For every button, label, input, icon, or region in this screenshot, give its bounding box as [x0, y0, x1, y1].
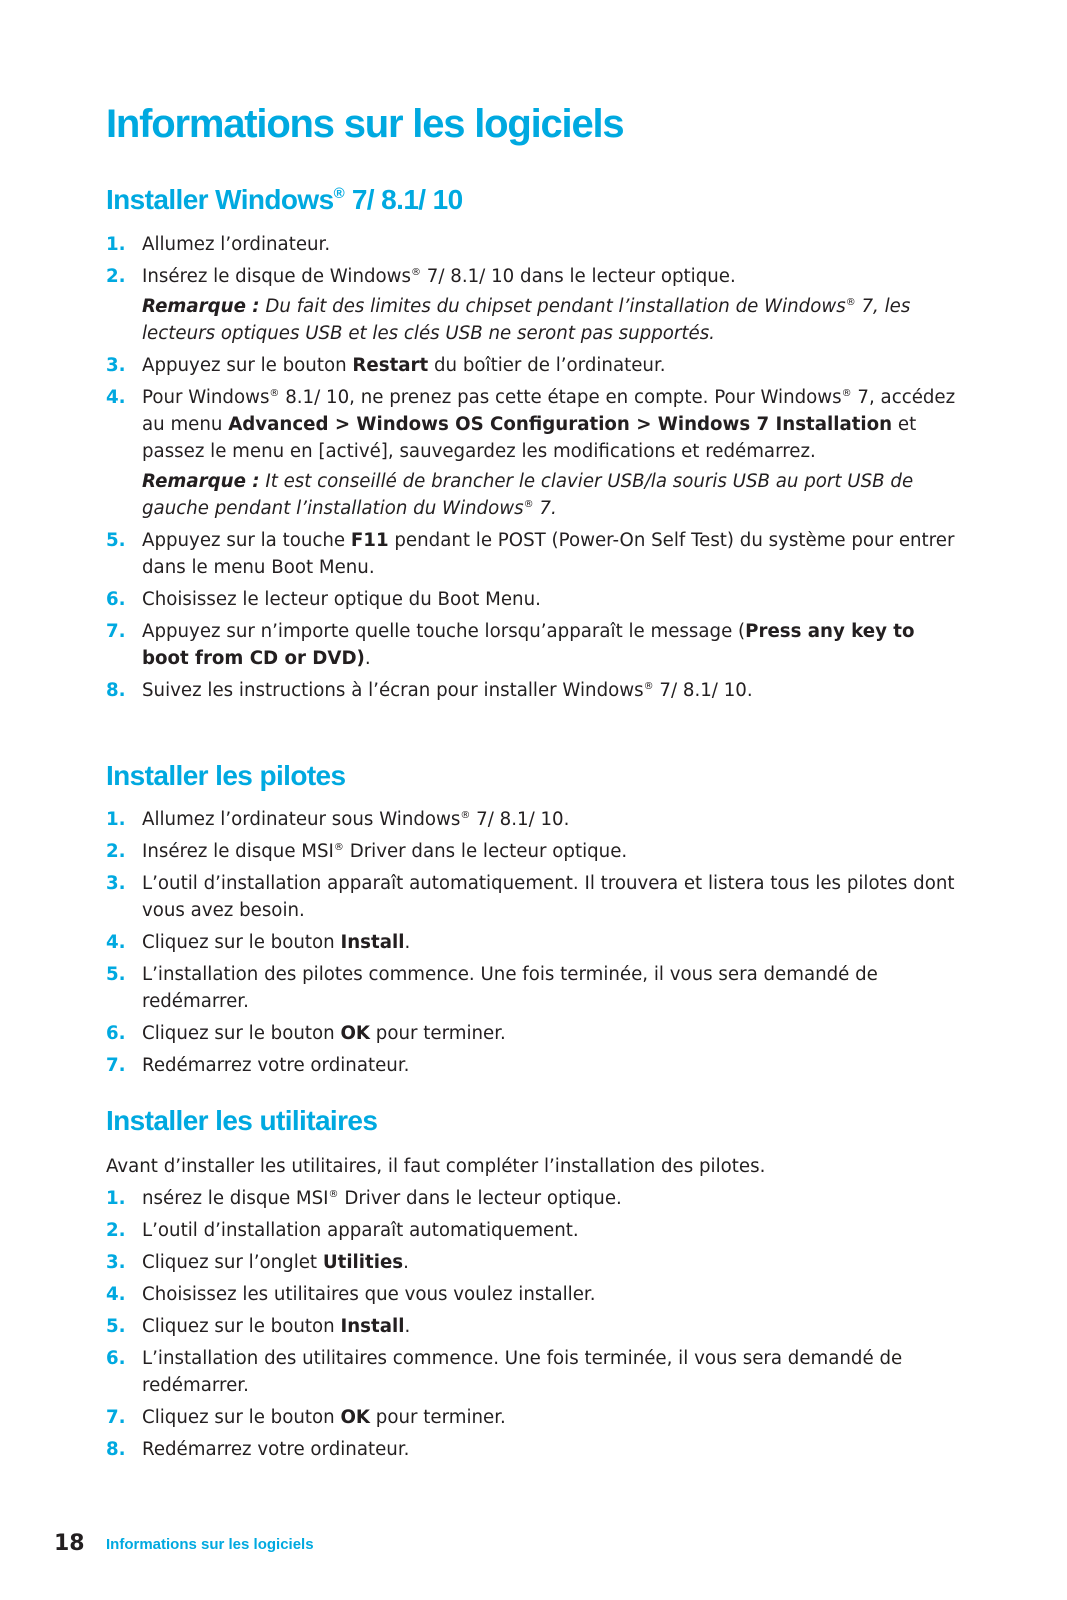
note: Remarque : Du fait des limites du chipset pendant l’installation de Windows® 7, les lecteurs optiques USB et les clés USB ne seront pas supportés.	[142, 296, 911, 344]
list-item: 5. Cliquez sur le bouton Install.	[106, 1316, 411, 1337]
list-item: 2. Insérez le disque MSI® Driver dans le lecteur optique.	[106, 841, 628, 862]
page-title: Informations sur les logiciels	[106, 102, 624, 146]
windows-steps	[106, 231, 956, 709]
list-item: 2. Insérez le disque de Windows® 7/ 8.1/ 10 dans le lecteur optique. Remarque : Du fait des limites du chipset pendant l’installation de Windows® 7, les lecteurs optiques USB et les clés USB ne seront pas supportés.	[106, 263, 956, 347]
section-heading-utilities: Installer les utilitaires	[106, 1105, 378, 1136]
list-item: 1. Allumez l’ordinateur.	[106, 234, 331, 255]
list-item: 2. L’outil d’installation apparaît automatiquement.	[106, 1220, 579, 1241]
list-item: 6. Cliquez sur le bouton OK pour terminer.	[106, 1023, 506, 1044]
list-item: 1. Allumez l’ordinateur sous Windows® 7/ 8.1/ 10.	[106, 809, 570, 830]
footer-section-title: Informations sur les logiciels	[106, 1536, 314, 1553]
list-item: 7. Appuyez sur n’importe quelle touche lorsqu’apparaît le message (Press any key to boot from CD or DVD).	[106, 621, 915, 669]
list-item: 3. Appuyez sur le bouton Restart du boîtier de l’ordinateur.	[106, 355, 666, 376]
list-item: 7. Redémarrez votre ordinateur.	[106, 1055, 410, 1076]
list-item: 4. Pour Windows® 8.1/ 10, ne prenez pas cette étape en compte. Pour Windows® 7, accédez au menu Advanced > Windows OS Configuration > Windows 7 Installation et passez le menu en [activé], sauvegardez les modifications et redémarrez. Remarque : It est conseillé de brancher le clavier USB/la souris USB au port USB de gauche pendant l’installation du Windows® 7.	[106, 384, 956, 522]
section-heading-windows: Installer Windows® 7/ 8.1/ 10	[106, 184, 463, 215]
utilities-intro: Avant d’installer les utilitaires, il faut compléter l’installation des pilotes.	[106, 1156, 766, 1177]
page-number: 18	[54, 1531, 85, 1556]
list-item: 7. Cliquez sur le bouton OK pour terminer.	[106, 1407, 506, 1428]
list-item: 3. Cliquez sur l’onglet Utilities.	[106, 1252, 409, 1273]
utilities-steps	[106, 1185, 956, 1468]
drivers-steps	[106, 806, 956, 1084]
list-item: 3. L’outil d’installation apparaît automatiquement. Il trouvera et listera tous les pilotes dont vous avez besoin.	[106, 873, 955, 921]
list-item: 6. L’installation des utilitaires commence. Une fois terminée, il vous sera demandé de redémarrer.	[106, 1348, 903, 1396]
list-item: 8. Suivez les instructions à l’écran pour installer Windows® 7/ 8.1/ 10.	[106, 680, 753, 701]
list-item: 6. Choisissez le lecteur optique du Boot Menu.	[106, 589, 541, 610]
section-heading-drivers: Installer les pilotes	[106, 760, 346, 791]
note: Remarque : It est conseillé de brancher le clavier USB/la souris USB au port USB de gauche pendant l’installation du Windows® 7.	[142, 471, 914, 519]
list-item: 4. Choisissez les utilitaires que vous voulez installer.	[106, 1284, 596, 1305]
list-item: 5. L’installation des pilotes commence. Une fois terminée, il vous sera demandé de redémarrer.	[106, 964, 878, 1012]
list-item: 1. nsérez le disque MSI® Driver dans le lecteur optique.	[106, 1188, 622, 1209]
list-item: 8. Redémarrez votre ordinateur.	[106, 1439, 410, 1460]
list-item: 4. Cliquez sur le bouton Install.	[106, 932, 411, 953]
list-item: 5. Appuyez sur la touche F11 pendant le POST (Power-On Self Test) du système pour entrer dans le menu Boot Menu.	[106, 530, 955, 578]
